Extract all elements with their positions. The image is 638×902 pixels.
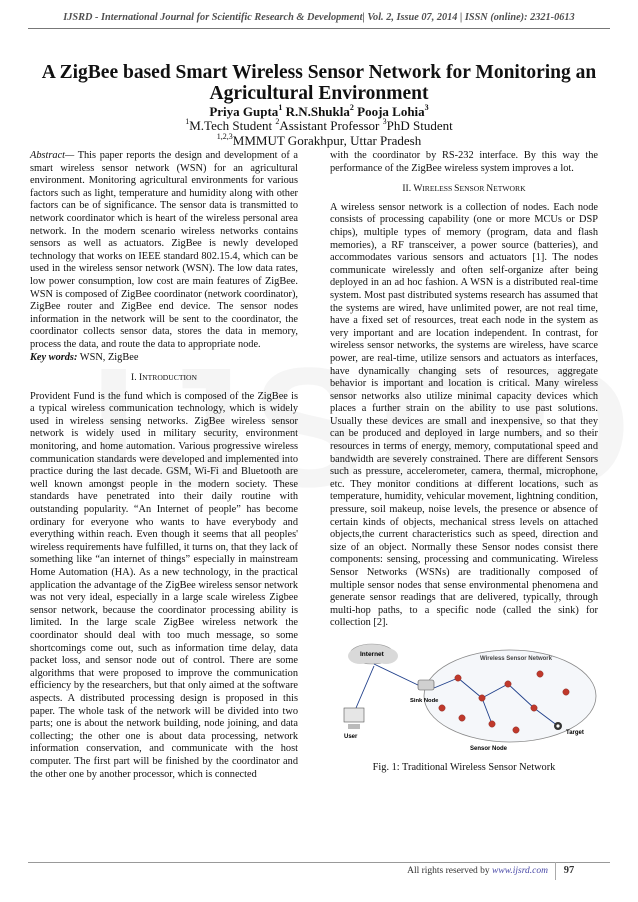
section-number: I. xyxy=(131,373,137,384)
header-rule xyxy=(28,28,610,29)
footer xyxy=(407,866,548,876)
section-heading-wsn xyxy=(330,183,598,196)
institution-line xyxy=(0,133,638,149)
section-rest: IRELESS xyxy=(422,184,455,194)
keywords-label: Key words: xyxy=(30,351,78,363)
page-number: 97 xyxy=(555,862,582,880)
affil-sup: 3 xyxy=(382,117,387,126)
footer-rights: All rights reserved by xyxy=(407,866,493,876)
section-rest: NTRODUCTION xyxy=(142,373,197,383)
footer-rule xyxy=(28,862,610,863)
right-column xyxy=(330,150,598,775)
affil-sup: 1 xyxy=(185,117,190,126)
wsn-diagram xyxy=(330,638,598,756)
section-initial: N xyxy=(486,184,494,195)
affiliation-line xyxy=(0,118,638,134)
target-label: Target xyxy=(566,729,584,736)
wsn-label: Wireless Sensor Network xyxy=(480,655,552,662)
internet-label: Internet xyxy=(360,650,384,658)
figure-caption: Fig. 1: Traditional Wireless Sensor Network xyxy=(372,761,556,773)
author-sup: 3 xyxy=(424,103,429,112)
journal-header: IJSRD - International Journal for Scientific Research & Development| Vol. 2, Issue 07, 2014 | ISSN (online): 2321-0613 xyxy=(63,12,575,23)
left-column xyxy=(30,150,298,781)
paper-title: A ZigBee based Smart Wireless Sensor Network for Monitoring an Agricultural Environment xyxy=(41,62,597,104)
keywords xyxy=(30,352,298,365)
author-name: Pooja Lohia xyxy=(357,104,425,119)
section-initial: I xyxy=(138,373,143,384)
target-icon xyxy=(554,722,562,730)
affil-sup: 2 xyxy=(275,117,280,126)
abstract-text: This paper reports the design and development of a smart wireless sensor network (WSN) for an agricultural environment. Monitoring agricultural environments for various factors such as light, temperature and humidity along with other factors can be of significance. The sensor data is transmitted to network coordinator which is heart of the wireless personal area network. In the modern scenario wireless networks contains sensors as well as actuators. ZigBee is newly developed technology that works on IEEE standard 802.15.4, which can be used in the wireless sensor network (WSN). The low data rates, low power consumption, low cost are main features of ZigBee. WSN is composed of ZigBee coordinator (network coordinator), ZigBee router and ZigBee end device. The sensor nodes information in the network will be sent to the coordinator, the coordinator collects sensor data, stores the data in memory, process the data, and route the data to appropriate node. xyxy=(30,150,298,350)
section-heading-introduction xyxy=(30,372,298,385)
figure-wsn-diagram xyxy=(330,638,598,756)
author-sup: 2 xyxy=(349,103,354,112)
user-label: User xyxy=(344,733,358,740)
affil-text: PhD Student xyxy=(386,118,453,133)
sensor-node-label: Sensor Node xyxy=(470,745,508,752)
section-initial: W xyxy=(413,184,423,195)
abstract xyxy=(30,150,298,352)
section-rest: ENSOR xyxy=(459,184,487,194)
introduction-continued: with the coordinator by RS-232 interface. By this way the performance of the ZigBee wireless system improves a lot. xyxy=(330,150,598,174)
affil-text: M.Tech Student xyxy=(189,118,276,133)
keywords-text: WSN, ZigBee xyxy=(77,351,139,363)
author-name: R.N.Shukla xyxy=(285,104,350,119)
author-sup: 1 xyxy=(278,103,283,112)
institution-sup: 1,2,3 xyxy=(216,132,233,141)
author-name: Priya Gupta xyxy=(209,104,279,119)
wsn-field xyxy=(424,650,596,742)
affil-text: Assistant Professor xyxy=(279,118,383,133)
section-number: II. xyxy=(402,184,412,195)
user-computer-icon xyxy=(344,708,364,729)
wsn-text: A wireless sensor network is a collection of nodes. Each node consists of processing capability (one or more MCUs or DSP chips), multiple types of memory (program, data and flash memories), a RF transceiver, a power source (batteries), and accommodates various sensors and actuators [1]. The nodes communicate wirelessly and often self-organize after being deployed in an ad hoc fashion. A WSN is a distributed real-time system. Most past distributed systems research has assumed that the systems are wired, have unlimited power, are not real time, have a fixed set of resources, treat each node in the system as very important and are location independent. In contrast, for wireless sensor networks, the systems are wireless, have scarce power, are real-time, utilize sensors and actuators as interfaces, have dynamically changing sets of resources, aggregate behavior is important and location is critical. Many wireless sensor networks also utilize minimal capacity devices which places a further strain on the ability to use past solutions. Usually these devices are small and inexpensive, so that they can be produced and deployed in large numbers, and so their resources in terms of energy, memory, computational speed and bandwidth are severely constrained. There are different Sensors such as pressure, accelerometer, camera, thermal, microphone, etc. They monitor conditions at different locations, such as temperature, humidity, vehicular movement, lightning condition, pressure, soil makeup, noise levels, the presence or absence of certain kinds of objects, mechanical stress levels on attached objects,the current characteristics such as speed, direction and size of an object. Normally these Sensor nodes consist there components: sensing, processing and communicating. Wireless Sensor Networks (WSNs) are traditionally composed of multiple sensor nodes that sense environmental phenomena and generate sensor readings that are delivered, typically, through multi-hop paths, to a specific node (called the sink) for collection [2]. xyxy=(330,201,598,629)
institution: MMMUT Gorakhpur, Uttar Pradesh xyxy=(232,133,422,148)
section-rest: ETWORK xyxy=(493,184,526,194)
abstract-label: Abstract— xyxy=(30,150,75,161)
footer-site-link[interactable]: www.ijsrd.com xyxy=(492,866,548,876)
section-initial: S xyxy=(454,184,460,195)
introduction-text: Provident Fund is the fund which is composed of the ZigBee is a typical wireless communication technology, which is widely used in wireless sensing networks. ZigBee wireless sensor network is widely used in military security, environment monitoring, and home automation. Various progressive wireless communication standards were developed and implemented into practice during the last decade. GSM, Wi-Fi and Bluetooth are well known amongst people in the modern society. These standards have penetrated into their daily routine with outstanding popularity. “An Internet of people” has become ordinary for everyone who wants to have everybody and everything within reach. Even though it seems that all peoples' wireless requirements have fulfilled, it turns on, that they lack of something like “an internet of things” especially in mainstream Home Automation (HA). As a new technology, in the practical application the advantage of the ZigBee wireless sensor network was not very ideal, especially in a large scale wireless Zigbee sensor network, because the coordinator processing ability is limited. In the large scale ZigBee wireless network the coordinator should deal with too much message, so some shortcomings come out, such as information time delay, data packet loss, and sensor node out of control. There are some algorithms that were proposed to improve the communication efficiency by the researchers, but that only aimed at the software aspects. A distributed processing design is proposed in this paper. The whole task of the network will be divided into two parts; one is about the network building, node joining, and data collecting; the other one is about data processing, network information conservation, and communicate with the host computer. The first part will be finished by the coordinator and the other one by another processor, which is connected xyxy=(30,390,298,780)
sink-node-label: Sink Node xyxy=(410,697,439,704)
sink-node-icon xyxy=(418,680,434,690)
